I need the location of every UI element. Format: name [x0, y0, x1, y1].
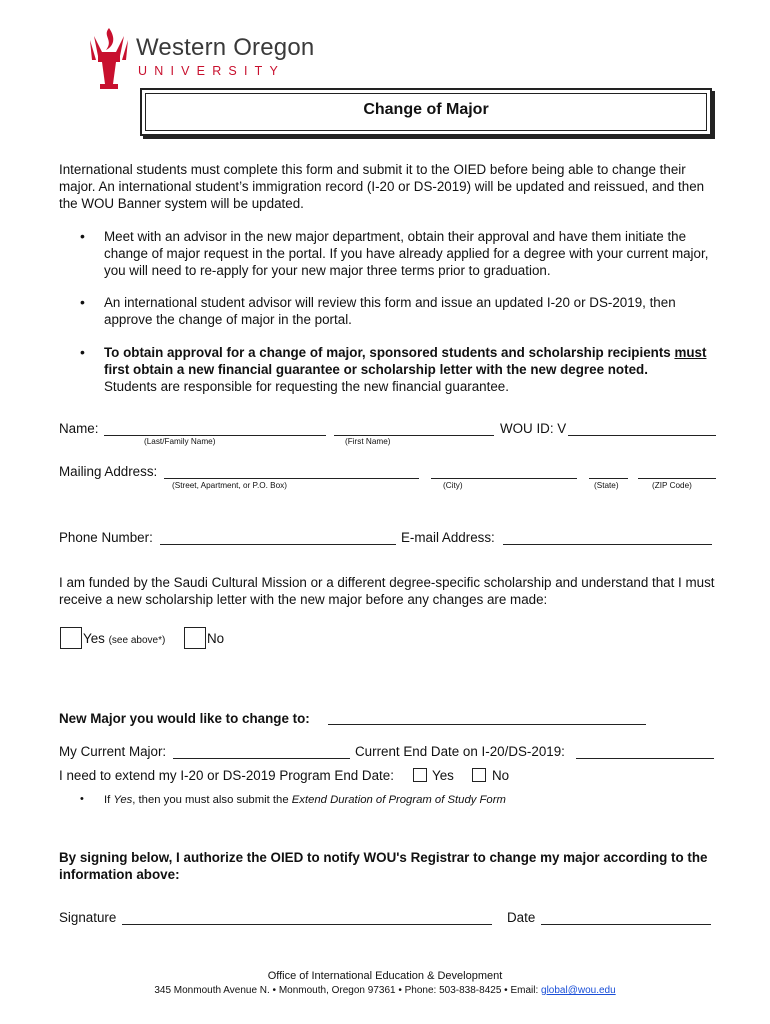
extend-yes-label: Yes — [432, 768, 454, 783]
extend-yes-checkbox[interactable] — [413, 768, 427, 782]
bullet-advisor: Meet with an advisor in the new major department, obtain their approval and have them initiate the change of major request in the portal. If you have already applied for a degree with your current major, you will need to re-apply for your new major three terms prior to graduation. — [104, 229, 709, 278]
mailing-label: Mailing Address: — [59, 464, 158, 479]
street-field[interactable] — [164, 478, 419, 479]
first-name-field[interactable] — [334, 435, 494, 436]
logo-university: UNIVERSITY — [138, 64, 286, 78]
phone-field[interactable] — [160, 544, 396, 545]
funded-yes-label: Yes (see above*) — [83, 631, 166, 646]
funded-no-label: No — [207, 631, 225, 646]
city-field[interactable] — [431, 478, 577, 479]
footer-address: 345 Monmouth Avenue N. • Monmouth, Oregon 97361 • Phone: 503-838-8425 • Email: global@wou.edu — [154, 985, 616, 996]
wou-torch-logo — [84, 26, 134, 92]
city-hint: (City) — [443, 481, 463, 490]
intro-paragraph: International students must complete this form and submit it to the OIED before being able to change their major. An international student’s immigration record (I-20 or DS-2019) will be updated and reissued, and then the WOU Banner system will be updated. — [59, 162, 705, 211]
funded-yes-checkbox[interactable] — [60, 627, 82, 649]
extend-no-label: No — [492, 768, 510, 783]
bullet-sponsored: To obtain approval for a change of major, sponsored students and scholarship recipients must first obtain a new financial guarantee or scholarship letter with the new degree noted. Students are responsible for requesting the new financial guarantee. — [104, 345, 707, 394]
email-label: E-mail Address: — [401, 530, 495, 545]
title-box — [140, 88, 712, 136]
state-field[interactable] — [589, 478, 628, 479]
bullet-review: An international student advisor will review this form and issue an updated I-20 or DS-2019, then approve the change of major in the portal. — [104, 295, 676, 327]
new-major-label: New Major you would like to change to: — [59, 711, 310, 726]
end-date-field[interactable] — [576, 758, 714, 759]
new-major-field[interactable] — [328, 724, 646, 725]
signature-label: Signature — [59, 910, 117, 925]
zip-field[interactable] — [638, 478, 716, 479]
email-field[interactable] — [503, 544, 712, 545]
logo-wordmark: Western Oregon — [136, 34, 315, 61]
first-name-hint: (First Name) — [345, 437, 391, 446]
last-name-hint: (Last/Family Name) — [144, 437, 216, 446]
phone-label: Phone Number: — [59, 530, 153, 545]
signature-field[interactable] — [122, 924, 492, 925]
extend-no-checkbox[interactable] — [472, 768, 486, 782]
bullet-icon: • — [80, 344, 85, 360]
street-hint: (Street, Apartment, or P.O. Box) — [172, 481, 287, 490]
footer-office: Office of International Education & Development — [267, 970, 503, 982]
bullet-icon: • — [80, 294, 85, 310]
funding-statement: I am funded by the Saudi Cultural Mission or a different degree-specific scholarship and understand that I must receive a new scholarship letter with the new major before any changes are made: — [59, 575, 715, 607]
bullet-icon: • — [80, 793, 84, 805]
date-field[interactable] — [541, 924, 711, 925]
extend-note: If Yes, then you must also submit the Extend Duration of Program of Study Form — [104, 794, 506, 806]
footer-email-link[interactable]: global@wou.edu — [541, 985, 616, 996]
current-major-field[interactable] — [173, 758, 350, 759]
zip-hint: (ZIP Code) — [652, 481, 692, 490]
wou-id-field[interactable] — [568, 435, 716, 436]
name-label: Name: — [59, 421, 99, 436]
bullet-icon: • — [80, 228, 85, 244]
authorization-statement: By signing below, I authorize the OIED to notify WOU's Registrar to change my major according to the information above: — [59, 850, 708, 882]
last-name-field[interactable] — [104, 435, 326, 436]
extend-label: I need to extend my I-20 or DS-2019 Program End Date: — [59, 768, 394, 783]
current-major-label: My Current Major: — [59, 744, 167, 759]
wou-id-label: WOU ID: V — [500, 421, 567, 436]
end-date-label: Current End Date on I-20/DS-2019: — [355, 744, 565, 759]
page-title: Change of Major — [363, 101, 489, 118]
date-label: Date — [507, 910, 536, 925]
state-hint: (State) — [594, 481, 619, 490]
funded-no-checkbox[interactable] — [184, 627, 206, 649]
